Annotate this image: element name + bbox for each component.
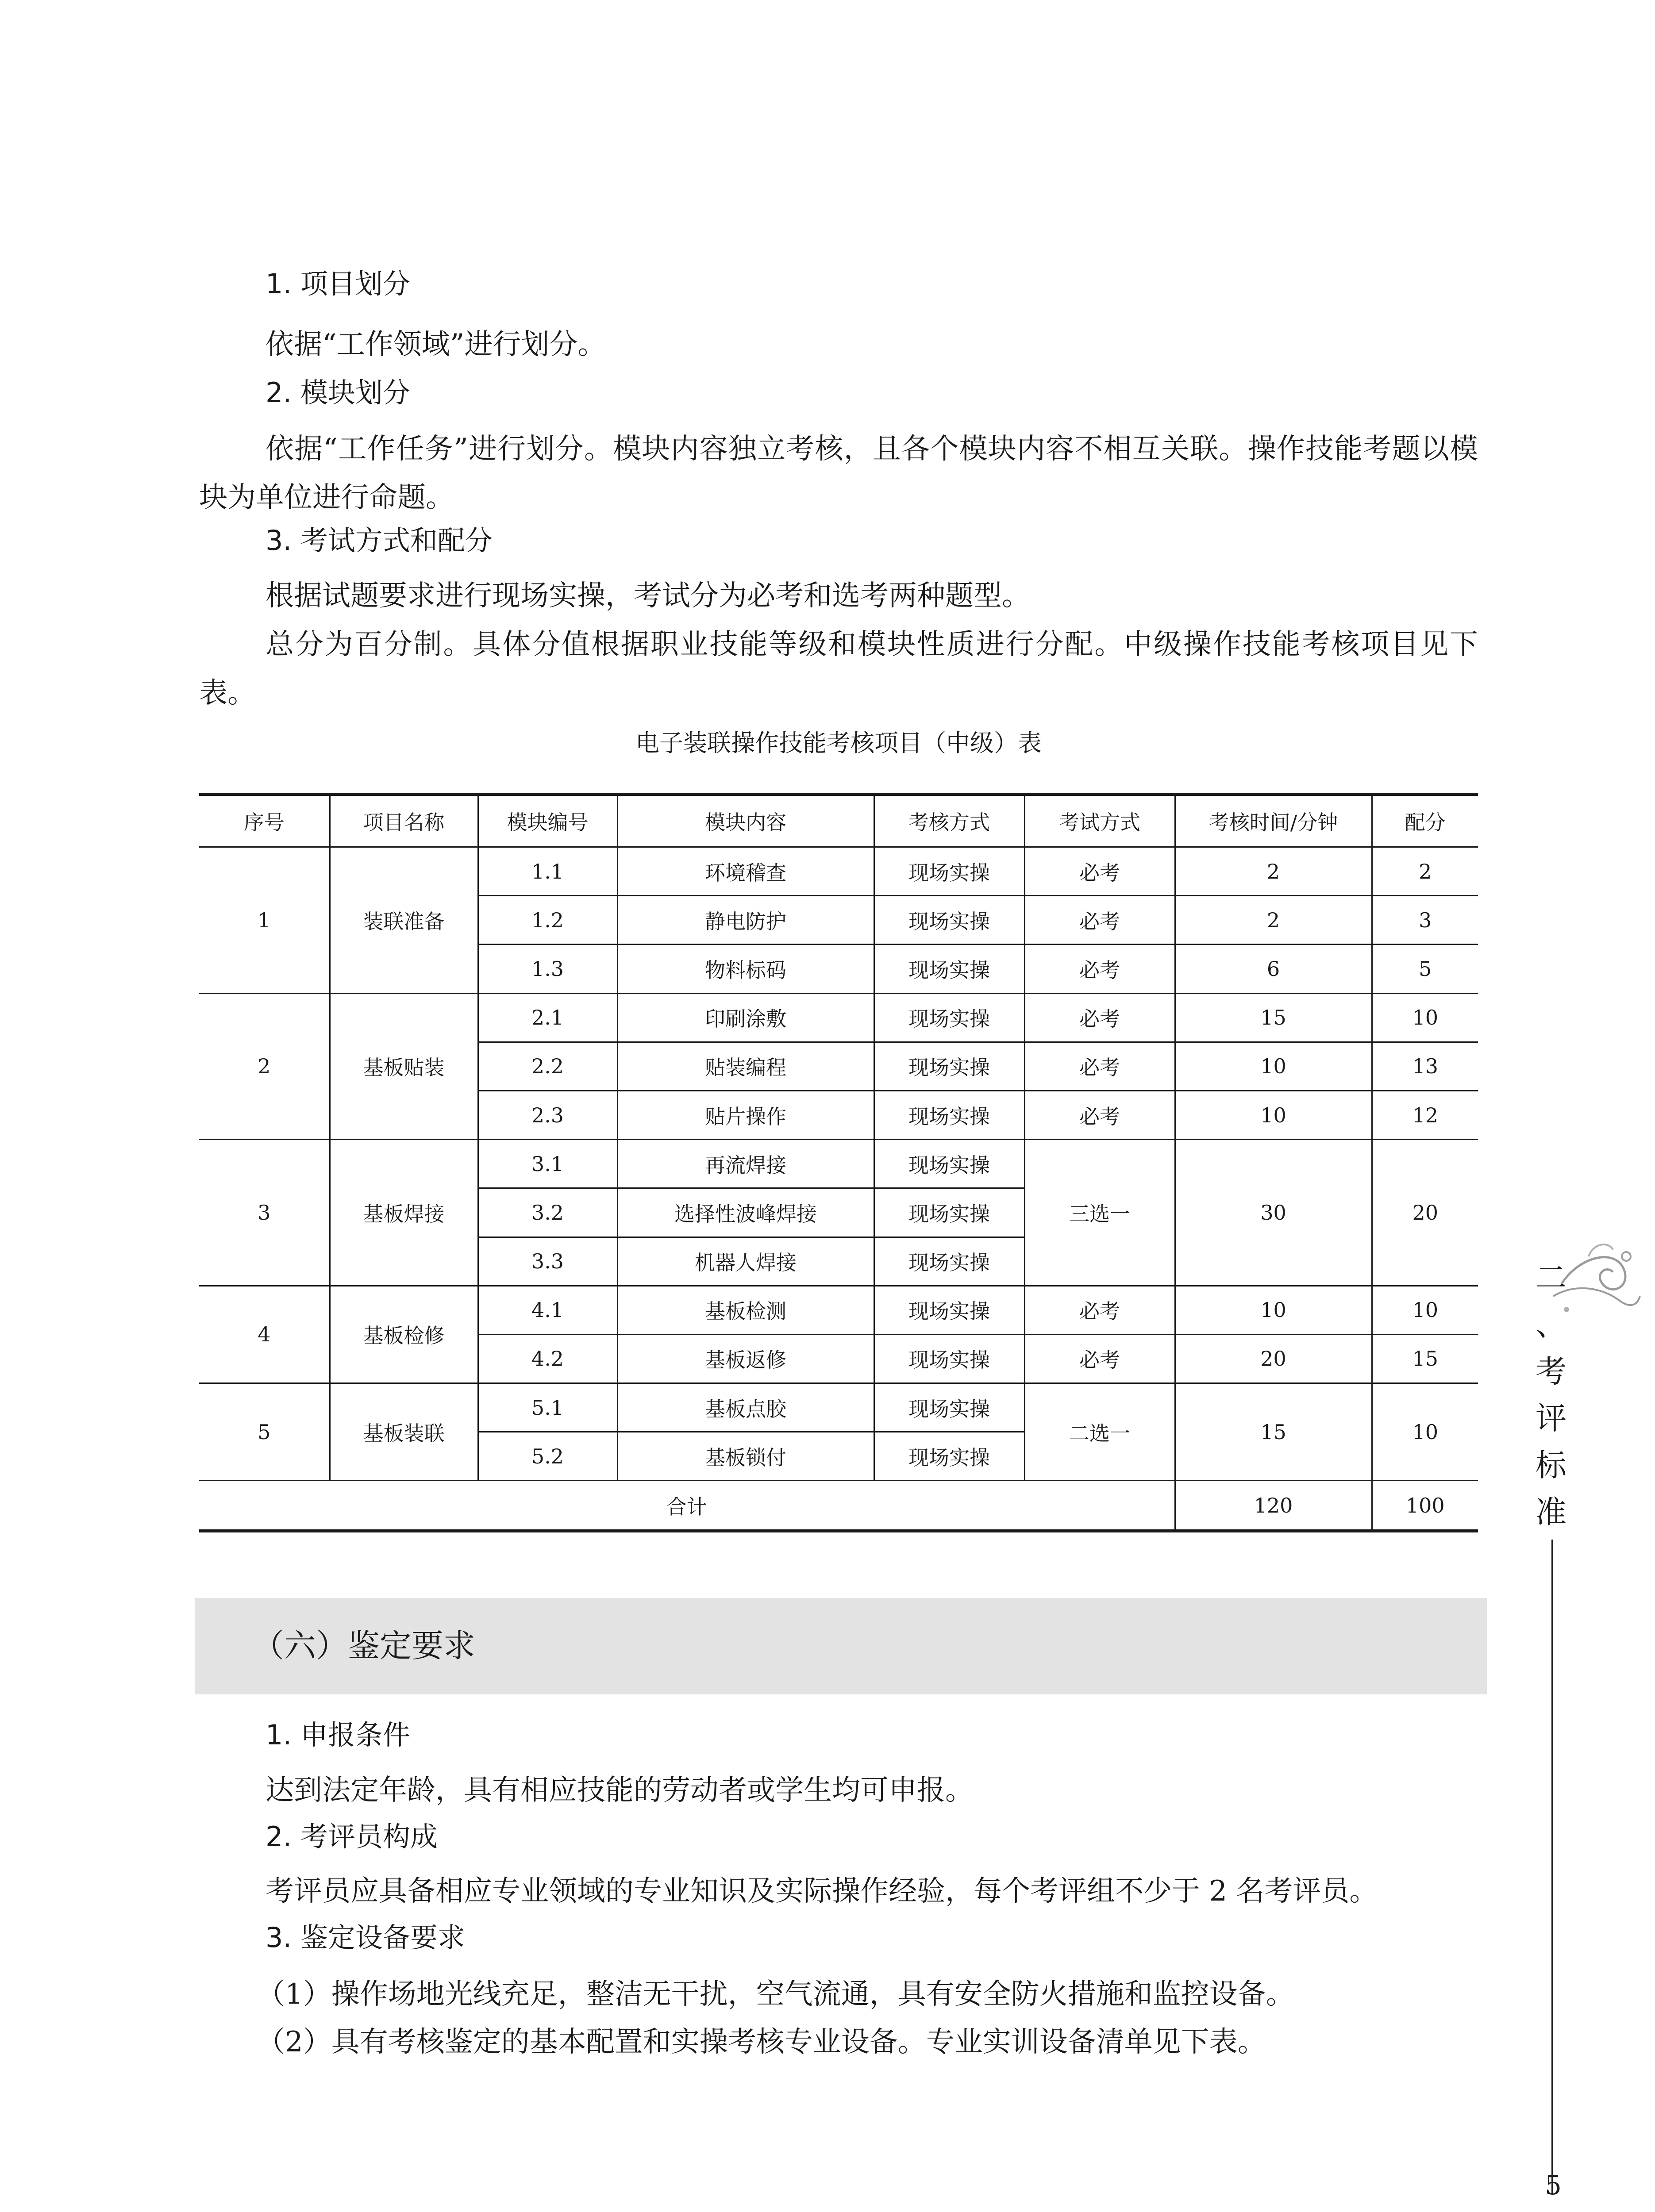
section-banner bbox=[195, 1598, 1487, 1694]
cell-total-label: 合计 bbox=[199, 1481, 1175, 1531]
cell-module-content: 选择性波峰焊接 bbox=[617, 1188, 874, 1237]
cell-assessment-method: 现场实操 bbox=[874, 1140, 1024, 1188]
cell-assessment-method: 现场实操 bbox=[874, 847, 1024, 896]
cell-score: 2 bbox=[1372, 847, 1478, 896]
cell-module-content: 机器人焊接 bbox=[617, 1237, 874, 1286]
cell-module-code: 3.3 bbox=[478, 1237, 617, 1286]
cell-item-no: 1 bbox=[199, 847, 330, 994]
cell-item-no: 2 bbox=[199, 993, 330, 1140]
side-tab-char: 二 bbox=[1536, 1260, 1566, 1296]
para-module-division: 依据“工作任务”进行划分。模块内容独立考核，且各个模块内容不相互关联。操作技能考题以模块为单位进行命题。 bbox=[199, 433, 1478, 514]
para-examiners: 考评员应具备相应专业领域的专业知识及实际操作经验，每个考评组不少于 2 名考评员。 bbox=[266, 1875, 1378, 1908]
cell-score: 15 bbox=[1372, 1334, 1478, 1383]
table-header-cell: 序号 bbox=[199, 795, 330, 847]
cell-exam-type: 三选一 bbox=[1024, 1140, 1175, 1286]
table-row bbox=[199, 1286, 1478, 1334]
cell-total-time: 120 bbox=[1175, 1481, 1372, 1531]
cell-score: 20 bbox=[1372, 1140, 1478, 1286]
page-number: 5 bbox=[1544, 2170, 1562, 2201]
cell-exam-type: 必考 bbox=[1024, 1042, 1175, 1091]
cell-item-name: 基板装联 bbox=[330, 1383, 478, 1481]
heading-module-division: 2. 模块划分 bbox=[266, 376, 410, 409]
cell-time: 30 bbox=[1175, 1140, 1372, 1286]
para-exam-method-1: 根据试题要求进行现场实操，考试分为必考和选考两种题型。 bbox=[266, 580, 1030, 612]
cell-module-code: 1.3 bbox=[478, 945, 617, 993]
table-header-cell: 考试方式 bbox=[1024, 795, 1175, 847]
para-exam-method-2: 总分为百分制。具体分值根据职业技能等级和模块性质进行分配。中级操作技能考核项目见下表。 bbox=[199, 628, 1478, 710]
cell-exam-type: 必考 bbox=[1024, 896, 1175, 945]
cell-module-content: 静电防护 bbox=[617, 896, 874, 945]
cell-module-content: 物料标码 bbox=[617, 945, 874, 993]
cell-score: 13 bbox=[1372, 1042, 1478, 1091]
side-tab-char: 评 bbox=[1536, 1400, 1566, 1436]
cell-exam-type: 必考 bbox=[1024, 945, 1175, 993]
cell-time: 10 bbox=[1175, 1286, 1372, 1334]
chapter-side-tab bbox=[1518, 1254, 1584, 1536]
side-divider-line bbox=[1551, 1540, 1553, 2194]
cell-module-code: 2.2 bbox=[478, 1042, 617, 1091]
cell-item-name: 装联准备 bbox=[330, 847, 478, 994]
cell-item-name: 基板贴装 bbox=[330, 993, 478, 1140]
cell-exam-type: 二选一 bbox=[1024, 1383, 1175, 1481]
table-row bbox=[199, 993, 1478, 1042]
cell-assessment-method: 现场实操 bbox=[874, 945, 1024, 993]
side-tab-char: 考 bbox=[1536, 1353, 1566, 1390]
cell-module-code: 1.1 bbox=[478, 847, 617, 896]
cell-assessment-method: 现场实操 bbox=[874, 1188, 1024, 1237]
heading-project-division: 1. 项目划分 bbox=[266, 268, 410, 300]
cell-assessment-method: 现场实操 bbox=[874, 1286, 1024, 1334]
table-header-cell: 考核时间/分钟 bbox=[1175, 795, 1372, 847]
cell-assessment-method: 现场实操 bbox=[874, 1432, 1024, 1481]
equipment-item-1: （1）操作场地光线充足，整洁无干扰，空气流通，具有安全防火措施和监控设备。 bbox=[257, 1978, 1294, 2011]
table-title: 电子装联操作技能考核项目（中级）表 bbox=[635, 729, 1042, 757]
cell-exam-type: 必考 bbox=[1024, 847, 1175, 896]
cell-module-content: 环境稽查 bbox=[617, 847, 874, 896]
cell-assessment-method: 现场实操 bbox=[874, 1042, 1024, 1091]
cell-module-code: 2.1 bbox=[478, 993, 617, 1042]
cell-score: 12 bbox=[1372, 1091, 1478, 1139]
cell-time: 15 bbox=[1175, 993, 1372, 1042]
cell-module-content: 印刷涂敷 bbox=[617, 993, 874, 1042]
table-header-cell: 模块编号 bbox=[478, 795, 617, 847]
heading-application: 1. 申报条件 bbox=[266, 1719, 410, 1751]
table-header-cell: 模块内容 bbox=[617, 795, 874, 847]
cell-assessment-method: 现场实操 bbox=[874, 1383, 1024, 1432]
cell-exam-type: 必考 bbox=[1024, 1334, 1175, 1383]
table-header-row bbox=[199, 795, 1478, 847]
cell-module-content: 基板检测 bbox=[617, 1286, 874, 1334]
assessment-table bbox=[199, 793, 1478, 1532]
cell-item-no: 5 bbox=[199, 1383, 330, 1481]
cell-score: 10 bbox=[1372, 1286, 1478, 1334]
cell-module-content: 基板锁付 bbox=[617, 1432, 874, 1481]
cell-time: 2 bbox=[1175, 896, 1372, 945]
side-tab-char: 准 bbox=[1536, 1494, 1566, 1530]
cell-module-code: 5.2 bbox=[478, 1432, 617, 1481]
cell-time: 20 bbox=[1175, 1334, 1372, 1383]
heading-exam-method: 3. 考试方式和配分 bbox=[266, 524, 493, 557]
section-title: （六）鉴定要求 bbox=[252, 1627, 476, 1664]
cell-score: 3 bbox=[1372, 896, 1478, 945]
cell-score: 5 bbox=[1372, 945, 1478, 993]
cell-module-code: 2.3 bbox=[478, 1091, 617, 1139]
table-header-cell: 配分 bbox=[1372, 795, 1478, 847]
cell-item-no: 3 bbox=[199, 1140, 330, 1286]
cell-exam-type: 必考 bbox=[1024, 993, 1175, 1042]
table-header-cell: 考核方式 bbox=[874, 795, 1024, 847]
cell-module-code: 5.1 bbox=[478, 1383, 617, 1432]
equipment-item-2: （2）具有考核鉴定的基本配置和实操考核专业设备。专业实训设备清单见下表。 bbox=[257, 2026, 1266, 2058]
cell-item-name: 基板检修 bbox=[330, 1286, 478, 1383]
cell-item-name: 基板焊接 bbox=[330, 1140, 478, 1286]
cell-score: 10 bbox=[1372, 993, 1478, 1042]
cell-module-content: 贴片操作 bbox=[617, 1091, 874, 1139]
cell-module-code: 3.2 bbox=[478, 1188, 617, 1237]
cell-assessment-method: 现场实操 bbox=[874, 896, 1024, 945]
cell-module-code: 1.2 bbox=[478, 896, 617, 945]
cell-time: 10 bbox=[1175, 1042, 1372, 1091]
cell-exam-type: 必考 bbox=[1024, 1091, 1175, 1139]
table-row bbox=[199, 1383, 1478, 1432]
cell-module-content: 基板返修 bbox=[617, 1334, 874, 1383]
table-row bbox=[199, 847, 1478, 896]
cell-module-code: 4.2 bbox=[478, 1334, 617, 1383]
cell-exam-type: 必考 bbox=[1024, 1286, 1175, 1334]
table-row bbox=[199, 1140, 1478, 1188]
cell-module-code: 4.1 bbox=[478, 1286, 617, 1334]
cell-assessment-method: 现场实操 bbox=[874, 1091, 1024, 1139]
cell-time: 2 bbox=[1175, 847, 1372, 896]
para-project-division: 依据“工作领域”进行划分。 bbox=[266, 328, 606, 361]
cell-time: 15 bbox=[1175, 1383, 1372, 1481]
table-total-row bbox=[199, 1481, 1478, 1531]
cell-module-content: 基板点胶 bbox=[617, 1383, 874, 1432]
cell-assessment-method: 现场实操 bbox=[874, 993, 1024, 1042]
cell-assessment-method: 现场实操 bbox=[874, 1334, 1024, 1383]
table-header-cell: 项目名称 bbox=[330, 795, 478, 847]
cell-total-score: 100 bbox=[1372, 1481, 1478, 1531]
side-tab-char: 、 bbox=[1536, 1306, 1566, 1343]
cell-time: 6 bbox=[1175, 945, 1372, 993]
cell-assessment-method: 现场实操 bbox=[874, 1237, 1024, 1286]
cell-module-content: 贴装编程 bbox=[617, 1042, 874, 1091]
heading-examiners: 2. 考评员构成 bbox=[266, 1820, 438, 1853]
heading-equipment: 3. 鉴定设备要求 bbox=[266, 1921, 465, 1954]
para-application: 达到法定年龄，具有相应技能的劳动者或学生均可申报。 bbox=[266, 1774, 974, 1807]
cell-score: 10 bbox=[1372, 1383, 1478, 1481]
cell-time: 10 bbox=[1175, 1091, 1372, 1139]
side-tab-char: 标 bbox=[1536, 1447, 1566, 1483]
cell-item-no: 4 bbox=[199, 1286, 330, 1383]
cell-module-content: 再流焊接 bbox=[617, 1140, 874, 1188]
cell-module-code: 3.1 bbox=[478, 1140, 617, 1188]
